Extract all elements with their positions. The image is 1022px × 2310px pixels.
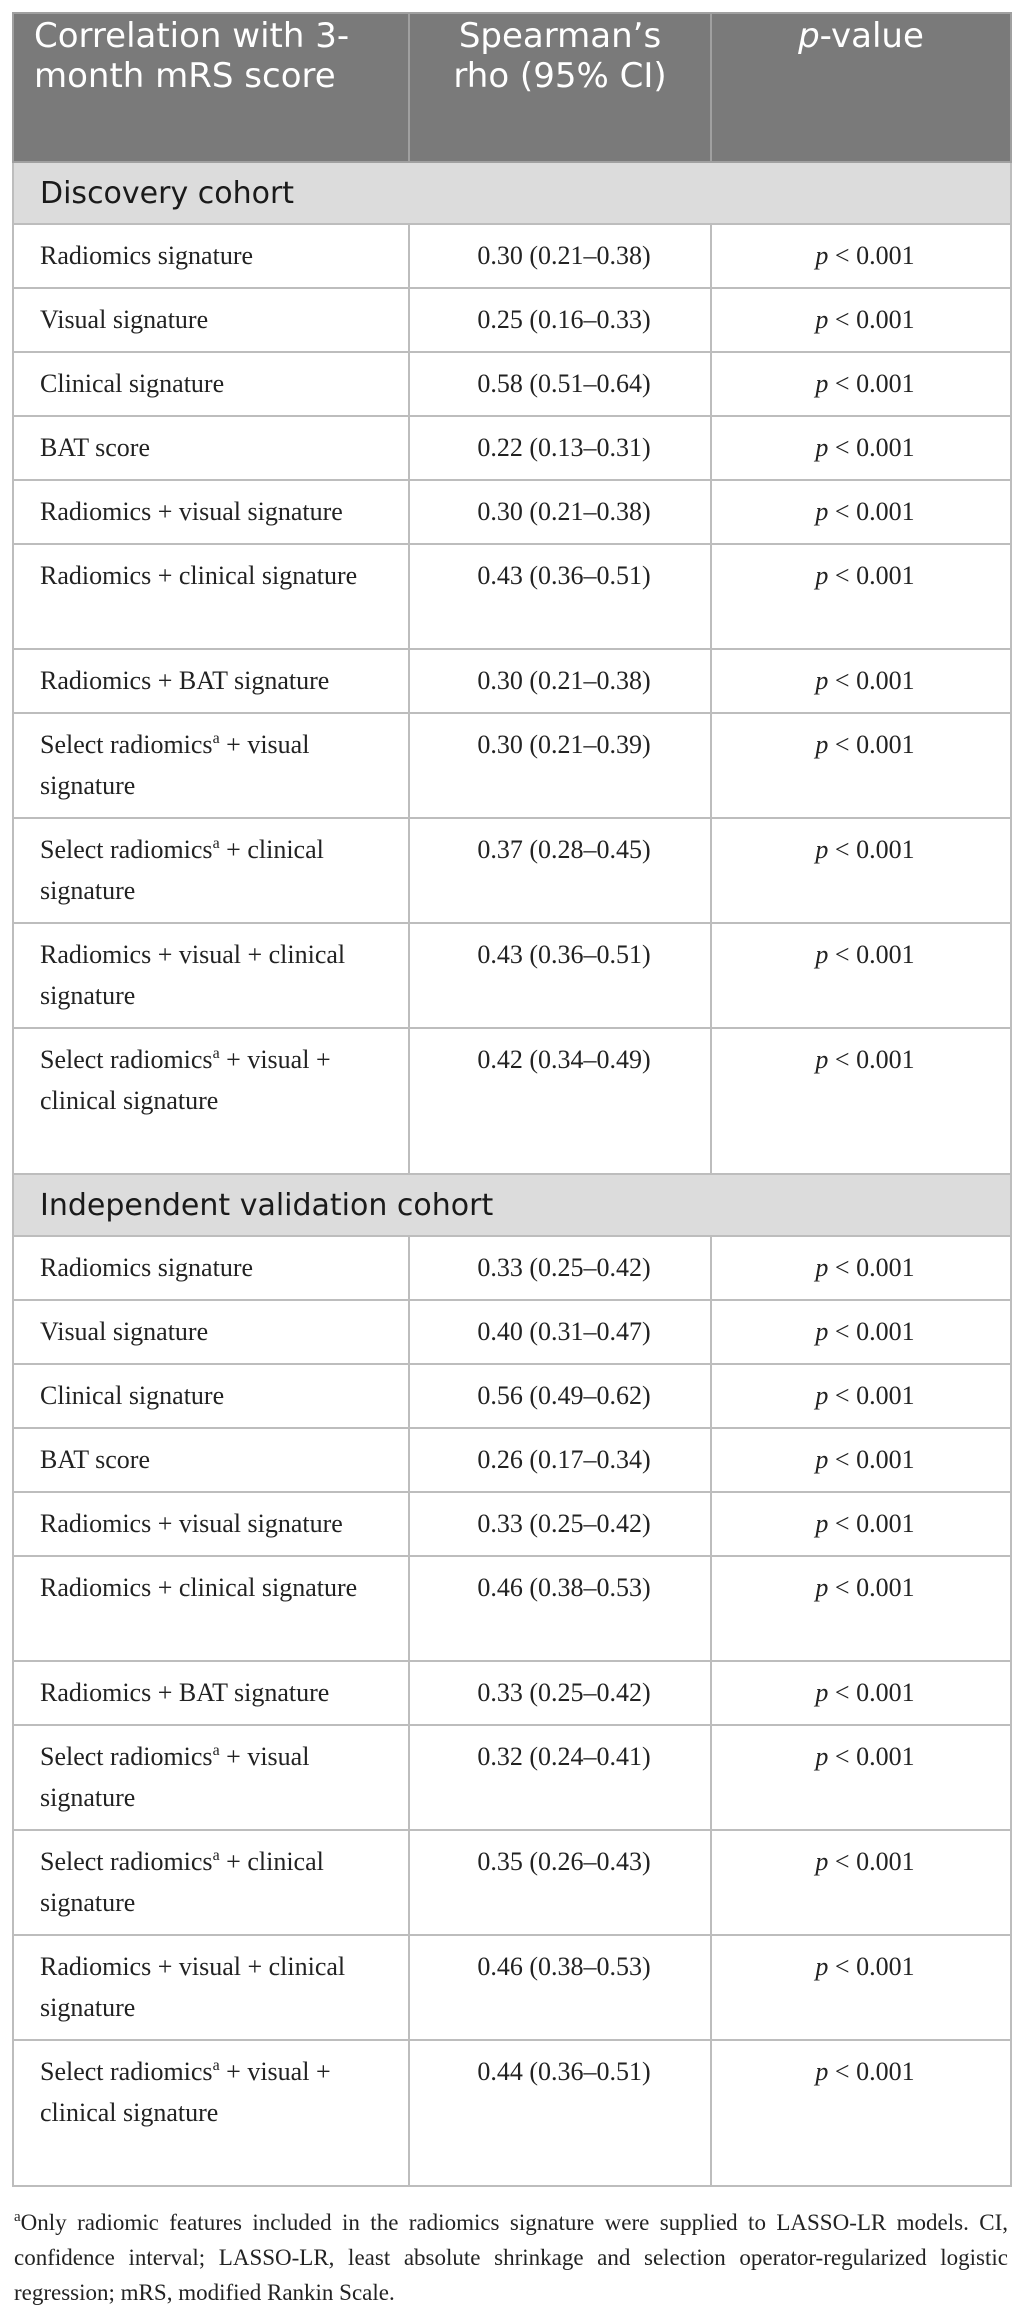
p-value xyxy=(711,1556,1011,1661)
row-label xyxy=(13,923,409,1028)
table-row xyxy=(13,416,1011,480)
p-italic: p xyxy=(815,305,829,334)
p-italic: p xyxy=(815,1847,829,1876)
row-label xyxy=(13,1830,409,1935)
rho-value: 0.43 (0.36–0.51) xyxy=(409,544,711,649)
rho-value: 0.42 (0.34–0.49) xyxy=(409,1028,711,1174)
p-rest: < 0.001 xyxy=(828,730,915,759)
row-label-text: Radiomics signature xyxy=(40,1253,254,1282)
p-rest: < 0.001 xyxy=(828,1317,915,1346)
p-rest: < 0.001 xyxy=(828,1573,915,1602)
row-label xyxy=(13,1556,409,1661)
row-label-text: Select radiomics xyxy=(40,1847,213,1876)
table-row xyxy=(13,649,1011,713)
rho-value: 0.35 (0.26–0.43) xyxy=(409,1830,711,1935)
row-label xyxy=(13,544,409,649)
table-row xyxy=(13,1661,1011,1725)
row-label xyxy=(13,480,409,544)
p-italic: p xyxy=(815,1509,829,1538)
header-p-value xyxy=(711,13,1011,162)
rho-value: 0.32 (0.24–0.41) xyxy=(409,1725,711,1830)
p-italic: p xyxy=(815,940,829,969)
row-label-text: Radiomics + BAT signature xyxy=(40,1678,330,1707)
header-p-rest: -value xyxy=(819,16,924,56)
row-label xyxy=(13,713,409,818)
table-row xyxy=(13,1556,1011,1661)
p-value xyxy=(711,1236,1011,1300)
rho-value: 0.22 (0.13–0.31) xyxy=(409,416,711,480)
superscript-marker: a xyxy=(212,1742,220,1759)
p-value xyxy=(711,1428,1011,1492)
section-title: Independent validation cohort xyxy=(13,1174,1011,1236)
rho-value: 0.56 (0.49–0.62) xyxy=(409,1364,711,1428)
row-label xyxy=(13,352,409,416)
p-value xyxy=(711,1300,1011,1364)
row-label xyxy=(13,1935,409,2040)
table-row xyxy=(13,1028,1011,1174)
section-title: Discovery cohort xyxy=(13,162,1011,224)
p-value xyxy=(711,416,1011,480)
rho-value: 0.58 (0.51–0.64) xyxy=(409,352,711,416)
table-row xyxy=(13,818,1011,923)
table-row xyxy=(13,224,1011,288)
p-value xyxy=(711,649,1011,713)
rho-value: 0.33 (0.25–0.42) xyxy=(409,1492,711,1556)
row-label-text: Clinical signature xyxy=(40,1381,225,1410)
p-value xyxy=(711,544,1011,649)
p-italic: p xyxy=(815,1045,829,1074)
row-label xyxy=(13,1028,409,1174)
superscript-marker: a xyxy=(212,730,220,747)
p-rest: < 0.001 xyxy=(828,1381,915,1410)
p-rest: < 0.001 xyxy=(828,2057,915,2086)
row-label-text: Clinical signature xyxy=(40,369,225,398)
footnote-marker: a xyxy=(14,2209,21,2225)
superscript-marker: a xyxy=(212,2057,220,2074)
p-italic: p xyxy=(815,1952,829,1981)
p-rest: < 0.001 xyxy=(828,241,915,270)
section-header-row xyxy=(13,162,1011,224)
row-label xyxy=(13,649,409,713)
row-label-text-rest: + clinical signature xyxy=(40,835,324,905)
row-label-text: Select radiomics xyxy=(40,730,213,759)
p-value xyxy=(711,1725,1011,1830)
row-label-text: Radiomics + BAT signature xyxy=(40,666,330,695)
superscript-marker: a xyxy=(212,1045,220,1062)
rho-value: 0.44 (0.36–0.51) xyxy=(409,2040,711,2186)
row-label-text-rest: + visual + clinical signature xyxy=(40,2057,331,2127)
row-label xyxy=(13,1300,409,1364)
p-italic: p xyxy=(815,2057,829,2086)
row-label-text-rest: + visual signature xyxy=(40,730,310,800)
section-header-row xyxy=(13,1174,1011,1236)
table-row xyxy=(13,1236,1011,1300)
row-label-text-rest: + visual + clinical signature xyxy=(40,1045,331,1115)
row-label-text: BAT score xyxy=(40,433,151,462)
p-italic: p xyxy=(815,1317,829,1346)
p-value xyxy=(711,1830,1011,1935)
p-rest: < 0.001 xyxy=(828,1742,915,1771)
table-row xyxy=(13,1300,1011,1364)
row-label xyxy=(13,1492,409,1556)
row-label-text: Select radiomics xyxy=(40,835,213,864)
table-row xyxy=(13,923,1011,1028)
rho-value: 0.30 (0.21–0.38) xyxy=(409,224,711,288)
row-label-text-rest: + clinical signature xyxy=(40,1847,324,1917)
p-italic: p xyxy=(815,730,829,759)
row-label-text: Radiomics + clinical signature xyxy=(40,1573,358,1602)
table-row xyxy=(13,480,1011,544)
header-spearman: Spearman’s rho (95% CI) xyxy=(409,13,711,162)
p-rest: < 0.001 xyxy=(828,1952,915,1981)
table-row xyxy=(13,2040,1011,2186)
superscript-marker: a xyxy=(212,1847,220,1864)
p-italic: p xyxy=(815,1678,829,1707)
rho-value: 0.33 (0.25–0.42) xyxy=(409,1236,711,1300)
table-row xyxy=(13,352,1011,416)
rho-value: 0.46 (0.38–0.53) xyxy=(409,1935,711,2040)
p-value xyxy=(711,1364,1011,1428)
table-row xyxy=(13,1830,1011,1935)
row-label-text: Select radiomics xyxy=(40,1742,213,1771)
row-label xyxy=(13,2040,409,2186)
p-rest: < 0.001 xyxy=(828,561,915,590)
header-correlation: Correlation with 3-month mRS score xyxy=(13,13,409,162)
p-value xyxy=(711,1661,1011,1725)
p-italic: p xyxy=(815,497,829,526)
row-label-text: Radiomics signature xyxy=(40,241,254,270)
p-value xyxy=(711,923,1011,1028)
rho-value: 0.40 (0.31–0.47) xyxy=(409,1300,711,1364)
p-rest: < 0.001 xyxy=(828,1045,915,1074)
row-label-text: Visual signature xyxy=(40,305,209,334)
p-value xyxy=(711,224,1011,288)
row-label-text: Select radiomics xyxy=(40,2057,213,2086)
p-rest: < 0.001 xyxy=(828,940,915,969)
row-label xyxy=(13,1236,409,1300)
p-value xyxy=(711,1492,1011,1556)
row-label-text: BAT score xyxy=(40,1445,151,1474)
p-value xyxy=(711,818,1011,923)
row-label xyxy=(13,1364,409,1428)
p-italic: p xyxy=(815,241,829,270)
table-row xyxy=(13,1364,1011,1428)
rho-value: 0.26 (0.17–0.34) xyxy=(409,1428,711,1492)
p-italic: p xyxy=(815,433,829,462)
row-label-text: Visual signature xyxy=(40,1317,209,1346)
rho-value: 0.25 (0.16–0.33) xyxy=(409,288,711,352)
table-row xyxy=(13,1935,1011,2040)
row-label xyxy=(13,416,409,480)
p-rest: < 0.001 xyxy=(828,433,915,462)
p-rest: < 0.001 xyxy=(828,1509,915,1538)
table-row xyxy=(13,1492,1011,1556)
table-row xyxy=(13,713,1011,818)
p-value xyxy=(711,1028,1011,1174)
p-italic: p xyxy=(815,1253,829,1282)
header-row xyxy=(13,13,1011,162)
p-value xyxy=(711,1935,1011,2040)
p-rest: < 0.001 xyxy=(828,369,915,398)
footnote xyxy=(12,2205,1010,2310)
p-italic: p xyxy=(815,1742,829,1771)
rho-value: 0.43 (0.36–0.51) xyxy=(409,923,711,1028)
row-label xyxy=(13,818,409,923)
row-label-text: Radiomics + visual + clinical signature xyxy=(40,940,346,1010)
rho-value: 0.46 (0.38–0.53) xyxy=(409,1556,711,1661)
row-label-text: Radiomics + visual + clinical signature xyxy=(40,1952,346,2022)
p-rest: < 0.001 xyxy=(828,835,915,864)
row-label xyxy=(13,1661,409,1725)
p-italic: p xyxy=(815,561,829,590)
p-value xyxy=(711,288,1011,352)
p-italic: p xyxy=(815,1381,829,1410)
p-rest: < 0.001 xyxy=(828,1253,915,1282)
p-value xyxy=(711,480,1011,544)
p-value xyxy=(711,2040,1011,2186)
p-rest: < 0.001 xyxy=(828,1445,915,1474)
row-label-text: Radiomics + clinical signature xyxy=(40,561,358,590)
p-rest: < 0.001 xyxy=(828,1678,915,1707)
table-row xyxy=(13,288,1011,352)
row-label xyxy=(13,288,409,352)
p-italic: p xyxy=(815,666,829,695)
row-label-text: Radiomics + visual signature xyxy=(40,1509,343,1538)
p-italic: p xyxy=(815,1573,829,1602)
p-italic: p xyxy=(815,835,829,864)
header-p-italic: p xyxy=(798,16,820,56)
table-row xyxy=(13,1428,1011,1492)
footnote-text: Only radiomic features included in the radiomics signature were supplied to LASSO-LR models. CI, confidence interval; LASSO-LR, least absolute shrinkage and selection operator-regularized logistic regression; mRS, modified Rankin Scale. xyxy=(14,2210,1008,2305)
superscript-marker: a xyxy=(212,835,220,852)
rho-value: 0.33 (0.25–0.42) xyxy=(409,1661,711,1725)
table-row xyxy=(13,544,1011,649)
row-label-text: Select radiomics xyxy=(40,1045,213,1074)
row-label-text-rest: + visual signature xyxy=(40,1742,310,1812)
rho-value: 0.30 (0.21–0.39) xyxy=(409,713,711,818)
p-rest: < 0.001 xyxy=(828,1847,915,1876)
table-container xyxy=(12,12,1010,2310)
p-rest: < 0.001 xyxy=(828,305,915,334)
p-value xyxy=(711,352,1011,416)
rho-value: 0.37 (0.28–0.45) xyxy=(409,818,711,923)
row-label-text: Radiomics + visual signature xyxy=(40,497,343,526)
rho-value: 0.30 (0.21–0.38) xyxy=(409,480,711,544)
correlation-table xyxy=(12,12,1012,2187)
p-rest: < 0.001 xyxy=(828,666,915,695)
p-italic: p xyxy=(815,1445,829,1474)
rho-value: 0.30 (0.21–0.38) xyxy=(409,649,711,713)
table-row xyxy=(13,1725,1011,1830)
row-label xyxy=(13,1428,409,1492)
p-rest: < 0.001 xyxy=(828,497,915,526)
p-value xyxy=(711,713,1011,818)
table-body xyxy=(13,162,1011,2186)
p-italic: p xyxy=(815,369,829,398)
row-label xyxy=(13,224,409,288)
row-label xyxy=(13,1725,409,1830)
